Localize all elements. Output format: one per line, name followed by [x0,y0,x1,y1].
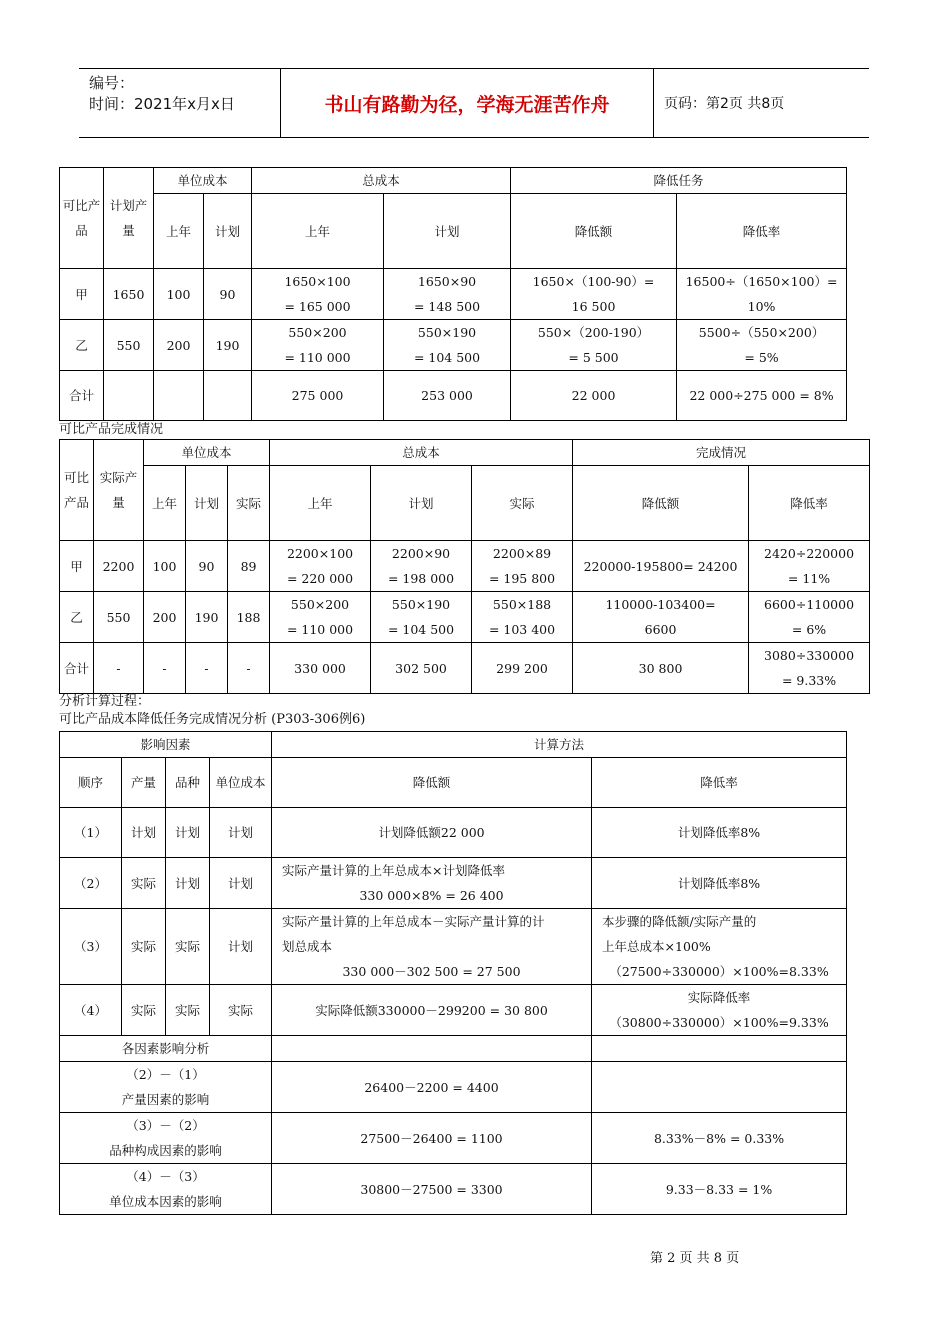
cell-dash: - [144,643,186,694]
cell-empty [272,1036,592,1062]
cell-plan: 90 [204,269,252,320]
cell-total-plan: 550×190 = 104 500 [384,320,511,371]
cell-factor: （2）－（1） 产量因素的影响 [60,1062,272,1113]
cell-rate: 8.33%－8% = 0.33% [592,1113,847,1164]
cell-rate: 16500÷（1650×100）= 10% [677,269,847,320]
cell-plan: 190 [204,320,252,371]
cell-qty: 1650 [104,269,154,320]
th-total-plan: 计划 [384,194,511,269]
cell-empty [592,1036,847,1062]
table-row [60,269,847,320]
cell-rate: 实际降低率 （30800÷330000）×100%=9.33% [592,985,847,1036]
th-reduction-rate: 降低率 [677,194,847,269]
th-total-cost: 总成本 [270,440,573,466]
th-amount: 降低额 [573,466,749,541]
cell-product: 甲 [60,269,104,320]
table-row [60,858,847,909]
cell-total-last: 275 000 [252,371,384,421]
factor-analysis-table [59,731,847,1215]
cell-last: 200 [144,592,186,643]
table-row [60,320,847,371]
th-unit-cost: 单位成本 [154,168,252,194]
cell-order: （2） [60,858,122,909]
cell-total-label: 合计 [60,643,94,694]
cell-variety: 实际 [166,985,210,1036]
th-qty: 产量 [122,758,166,808]
cell-total-last: 2200×100 = 220 000 [270,541,371,592]
cell-rate: 计划降低率8% [592,858,847,909]
analysis-title: 各因素影响分析 [60,1036,272,1062]
time-label: 时间：2021年x月x日 [89,95,235,113]
caption-completion: 可比产品完成情况 [59,422,164,437]
table-row [60,808,847,858]
th-plan: 计划 [186,466,228,541]
th-amount: 降低额 [272,758,592,808]
cell-dash: - [186,643,228,694]
th-completion: 完成情况 [573,440,870,466]
cell-qty: 计划 [122,808,166,858]
analysis-row [60,1113,847,1164]
cell-unit: 计划 [210,909,272,985]
th-unit-cost: 单位成本 [210,758,272,808]
cell-total-plan: 1650×90 = 148 500 [384,269,511,320]
cell-rate: 5500÷（550×200） = 5% [677,320,847,371]
cell-total-plan: 302 500 [371,643,472,694]
cell-amount: 30 800 [573,643,749,694]
cell-total-last: 550×200 = 110 000 [252,320,384,371]
cell-amount: 实际产量计算的上年总成本×计划降低率 330 000×8% = 26 400 [272,858,592,909]
cell-rate: 3080÷330000 = 9.33% [749,643,870,694]
header-motto: 书山有路勤为径，学海无涯苦作舟 [281,69,654,137]
cell-amount: 27500－26400 = 1100 [272,1113,592,1164]
analysis-row [60,1062,847,1113]
analysis-row [60,1164,847,1215]
header-meta [79,69,281,137]
cell-rate: 9.33－8.33 = 1% [592,1164,847,1215]
cell-variety: 计划 [166,808,210,858]
cell-amount: 110000-103400= 6600 [573,592,749,643]
th-last-year: 上年 [144,466,186,541]
cell-total-actual: 299 200 [472,643,573,694]
cell-order: （3） [60,909,122,985]
th-reduction-task: 降低任务 [511,168,847,194]
cell-unit: 计划 [210,808,272,858]
table-row [60,909,847,985]
th-actual-qty: 实际产量 [94,440,144,541]
cell-amount: 1650×（100-90）= 16 500 [511,269,677,320]
table-row [60,985,847,1036]
cell-actual: 89 [228,541,270,592]
page-footer: 第 2 页 共 8 页 [650,1251,740,1266]
cell-total-last: 1650×100 = 165 000 [252,269,384,320]
total-row [60,371,847,421]
cell-total-plan: 550×190 = 104 500 [371,592,472,643]
cell-dash: - [228,643,270,694]
cell-last: 200 [154,320,204,371]
cell-factor: （3）－（2） 品种构成因素的影响 [60,1113,272,1164]
cell-empty [104,371,154,421]
th-total-last-year: 上年 [252,194,384,269]
page-header [79,68,869,138]
cell-amount: 550×（200-190） = 5 500 [511,320,677,371]
th-reduction-amount: 降低额 [511,194,677,269]
cell-rate: 计划降低率8% [592,808,847,858]
cell-last: 100 [144,541,186,592]
cell-total-actual: 2200×89 = 195 800 [472,541,573,592]
cell-amount: 30800－27500 = 3300 [272,1164,592,1215]
cell-qty: 实际 [122,985,166,1036]
cell-plan: 90 [186,541,228,592]
cell-qty: 实际 [122,909,166,985]
cell-rate: 本步骤的降低额/实际产量的 上年总成本×100% （27500÷330000）×100%=8.33% [592,909,847,985]
cell-qty: 2200 [94,541,144,592]
completion-table [59,439,870,694]
cell-rate [592,1062,847,1113]
cell-empty [204,371,252,421]
cell-order: （4） [60,985,122,1036]
caption-analysis: 可比产品成本降低任务完成情况分析 (P303-306例6) [59,712,366,727]
th-total-plan: 计划 [371,466,472,541]
cell-variety: 实际 [166,909,210,985]
th-product: 可比产品 [60,440,94,541]
cell-dash: - [94,643,144,694]
cell-rate: 2420÷220000 = 11% [749,541,870,592]
cell-amount: 220000-195800= 24200 [573,541,749,592]
cell-amount: 实际产量计算的上年总成本－实际产量计算的计 划总成本 330 000－302 500 = 27 500 [272,909,592,985]
th-actual: 实际 [228,466,270,541]
caption-process: 分析计算过程： [59,694,151,709]
cell-empty [154,371,204,421]
cell-unit: 计划 [210,858,272,909]
cell-last: 100 [154,269,204,320]
cell-order: （1） [60,808,122,858]
cell-rate: 22 000÷275 000 = 8% [677,371,847,421]
cell-product: 甲 [60,541,94,592]
th-last-year: 上年 [154,194,204,269]
th-total-actual: 实际 [472,466,573,541]
cell-unit: 实际 [210,985,272,1036]
th-unit-cost: 单位成本 [144,440,270,466]
plan-reduction-table [59,167,847,421]
th-plan: 计划 [204,194,252,269]
th-variety: 品种 [166,758,210,808]
header-page-number: 页码：第2页 共8页 [664,96,785,112]
cell-total-actual: 550×188 = 103 400 [472,592,573,643]
table-row [60,541,870,592]
th-total-cost: 总成本 [252,168,511,194]
th-method: 计算方法 [272,732,847,758]
th-rate: 降低率 [592,758,847,808]
cell-total-plan: 2200×90 = 198 000 [371,541,472,592]
th-rate: 降低率 [749,466,870,541]
table-row [60,592,870,643]
cell-total-plan: 253 000 [384,371,511,421]
cell-factor: （4）－（3） 单位成本因素的影响 [60,1164,272,1215]
cell-actual: 188 [228,592,270,643]
th-total-last: 上年 [270,466,371,541]
cell-total-last: 330 000 [270,643,371,694]
cell-amount: 26400－2200 = 4400 [272,1062,592,1113]
cell-product: 乙 [60,320,104,371]
cell-total-label: 合计 [60,371,104,421]
cell-variety: 计划 [166,858,210,909]
cell-amount: 计划降低额22 000 [272,808,592,858]
cell-qty: 550 [94,592,144,643]
cell-product: 乙 [60,592,94,643]
total-row [60,643,870,694]
cell-total-last: 550×200 = 110 000 [270,592,371,643]
th-product: 可比产品 [60,168,104,269]
cell-amount: 22 000 [511,371,677,421]
analysis-title-row [60,1036,847,1062]
cell-qty: 实际 [122,858,166,909]
cell-amount: 实际降低额330000－299200 = 30 800 [272,985,592,1036]
cell-plan: 190 [186,592,228,643]
cell-qty: 550 [104,320,154,371]
cell-rate: 6600÷110000 = 6% [749,592,870,643]
th-plan-qty: 计划产量 [104,168,154,269]
th-factors: 影响因素 [60,732,272,758]
th-order: 顺序 [60,758,122,808]
number-label: 编号： [89,74,135,92]
